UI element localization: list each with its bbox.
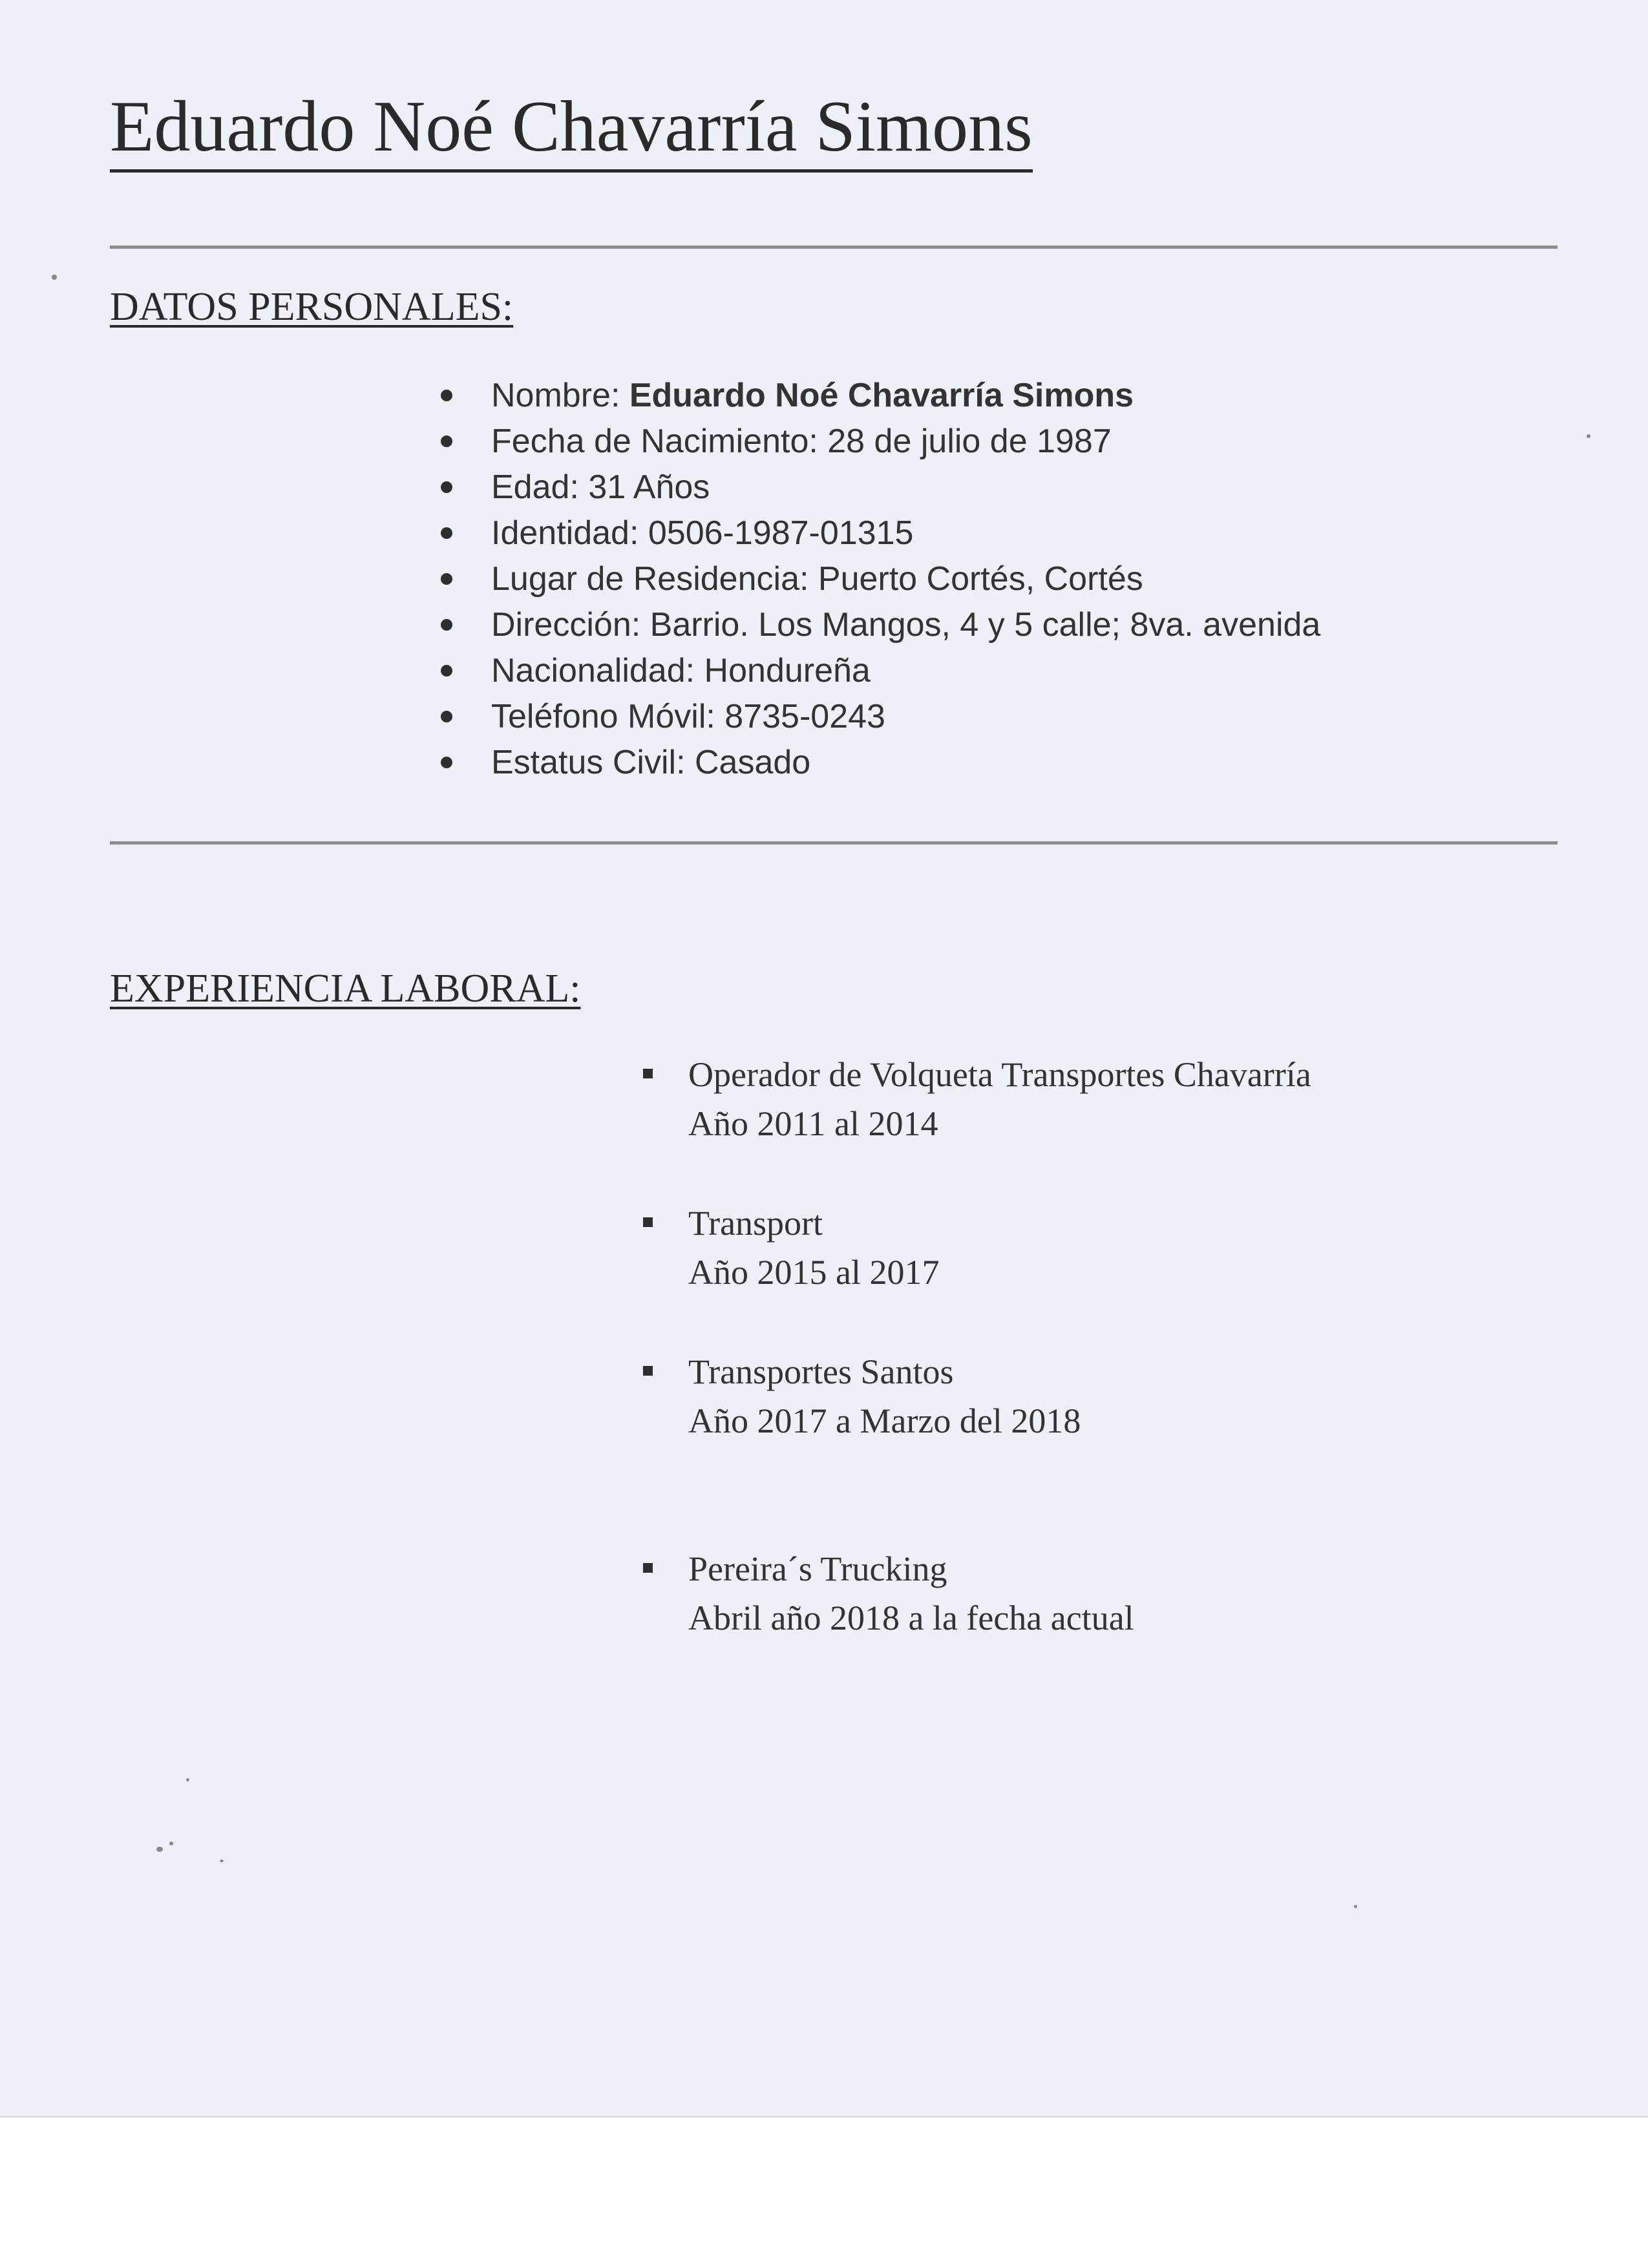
- personal-section-title: DATOS PERSONALES:: [110, 285, 514, 329]
- bullet-icon: [441, 573, 452, 585]
- square-bullet-icon: [643, 1069, 653, 1078]
- item-value: Eduardo Noé Chavarría Simons: [629, 377, 1134, 414]
- item-label: Teléfono Móvil:: [491, 698, 725, 735]
- job-title: Transport: [688, 1204, 823, 1243]
- item-label: Nacionalidad:: [491, 652, 704, 689]
- item-label: Identidad:: [491, 514, 648, 552]
- personal-data-list: [439, 373, 1320, 786]
- scan-speck: [220, 1860, 224, 1862]
- divider-top: [110, 246, 1558, 249]
- bullet-icon: [441, 436, 452, 447]
- bullet-icon: [441, 711, 452, 722]
- item-value: 8735-0243: [724, 698, 885, 735]
- scan-speck: [1354, 1905, 1357, 1908]
- item-label: Edad:: [491, 468, 589, 506]
- square-bullet-icon: [643, 1366, 653, 1376]
- item-value: Barrio. Los Mangos, 4 y 5 calle; 8va. avenida: [650, 606, 1321, 644]
- bullet-icon: [441, 390, 452, 401]
- item-label: Dirección:: [491, 606, 650, 644]
- item-value: Hondureña: [704, 652, 871, 689]
- scan-speck: [52, 275, 57, 280]
- bullet-icon: [441, 527, 452, 539]
- item-value: 28 de julio de 1987: [827, 423, 1112, 460]
- square-bullet-icon: [643, 1563, 653, 1573]
- item-label: Lugar de Residencia:: [491, 560, 818, 598]
- divider-middle: [110, 841, 1558, 845]
- item-value: 0506-1987-01315: [648, 514, 914, 552]
- job-entry: [643, 1199, 939, 1297]
- job-title: Pereira´s Trucking: [688, 1549, 947, 1588]
- bullet-icon: [441, 619, 452, 631]
- job-period: Abril año 2018 a la fecha actual: [688, 1599, 1134, 1637]
- square-bullet-icon: [643, 1217, 653, 1227]
- job-entry: [643, 1544, 1134, 1643]
- bullet-icon: [441, 481, 452, 493]
- experience-section-title: EXPERIENCIA LABORAL:: [110, 967, 581, 1011]
- scan-speck: [186, 1778, 189, 1781]
- job-period: Año 2017 a Marzo del 2018: [688, 1402, 1081, 1440]
- item-label: Estatus Civil:: [491, 744, 695, 781]
- list-item-telefono: [439, 694, 1320, 740]
- job-period: Año 2011 al 2014: [688, 1104, 938, 1143]
- name-heading: Eduardo Noé Chavarría Simons: [110, 87, 1033, 173]
- item-label: Fecha de Nacimiento:: [491, 423, 828, 460]
- list-item-residencia: [439, 556, 1320, 602]
- scan-speck: [169, 1842, 173, 1845]
- job-title: Operador de Volqueta Transportes Chavarría: [688, 1055, 1311, 1094]
- job-period: Año 2015 al 2017: [688, 1253, 940, 1292]
- job-entry: [643, 1347, 1081, 1445]
- item-value: 31 Años: [588, 468, 710, 506]
- list-item-identidad: [439, 510, 1320, 556]
- bullet-icon: [441, 665, 452, 677]
- bullet-icon: [441, 757, 452, 768]
- item-label: Nombre:: [491, 377, 629, 414]
- job-entry: [643, 1050, 1311, 1148]
- list-item-nacionalidad: [439, 648, 1320, 694]
- list-item-estatus-civil: [439, 740, 1320, 786]
- list-item-fecha-nacimiento: [439, 419, 1320, 465]
- item-value: Puerto Cortés, Cortés: [818, 560, 1143, 598]
- list-item-edad: [439, 465, 1320, 510]
- scan-speck: [1587, 434, 1590, 438]
- item-value: Casado: [694, 744, 811, 781]
- list-item-direccion: [439, 602, 1320, 648]
- scan-speck: [156, 1847, 163, 1852]
- job-title: Transportes Santos: [688, 1352, 954, 1391]
- list-item-nombre: [439, 373, 1320, 419]
